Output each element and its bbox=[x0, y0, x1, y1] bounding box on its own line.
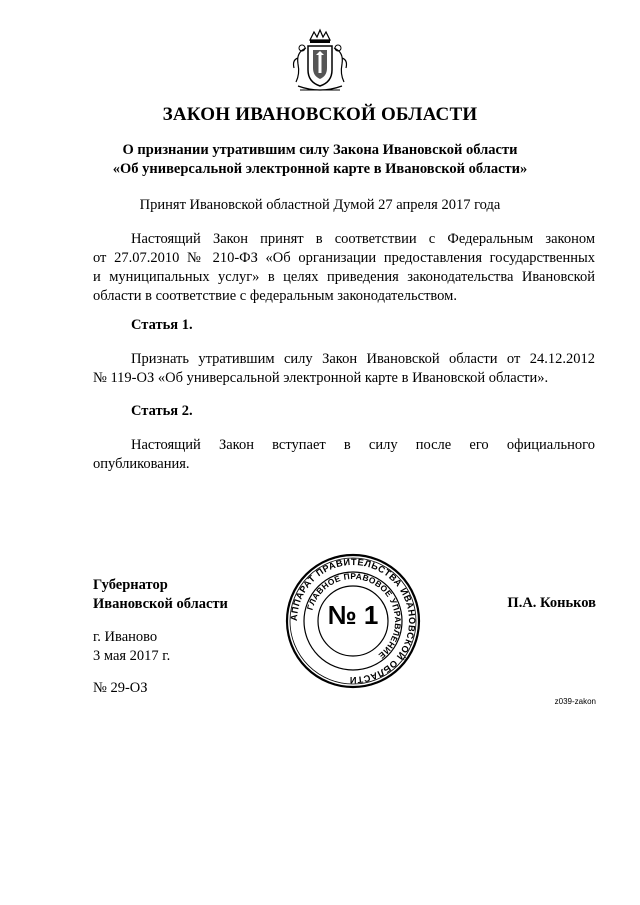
preamble-line-1: Настоящий Закон принят в соответствии с Федеральным законом bbox=[131, 231, 595, 247]
law-subtitle bbox=[0, 141, 640, 179]
article-1-line-1: Признать утратившим силу Закон Ивановской области от 24.12.2012 bbox=[131, 351, 595, 367]
article-2-line-1: Настоящий Закон вступает в силу после его официального bbox=[131, 437, 595, 453]
preamble-line-2: от 27.07.2010 № 210-ФЗ «Об организации предоставления государственных bbox=[93, 250, 595, 266]
signing-city: г. Иваново bbox=[93, 629, 158, 645]
position-line-1: Губернатор bbox=[93, 577, 168, 593]
signing-date: 3 мая 2017 г. bbox=[93, 648, 171, 664]
article-1-line-2: № 119-ОЗ «Об универсальной электронной карте в Ивановской области». bbox=[93, 370, 549, 386]
adoption-note: Принят Ивановской областной Думой 27 апреля 2017 года bbox=[139, 197, 501, 213]
stamp-inner-text: ГЛАВНОЕ ПРАВОВОЕ УПРАВЛЕНИЕ bbox=[304, 570, 404, 662]
article-1-body bbox=[93, 350, 595, 388]
article-2-body bbox=[93, 436, 595, 474]
law-title: ЗАКОН ИВАНОВСКОЙ ОБЛАСТИ bbox=[162, 104, 478, 125]
article-2-heading: Статья 2. bbox=[131, 403, 193, 419]
signing-place-date bbox=[93, 628, 170, 666]
preamble-paragraph bbox=[93, 230, 595, 306]
article-1-heading: Статья 1. bbox=[131, 317, 193, 333]
position-line-2: Ивановской области bbox=[93, 596, 228, 612]
law-number: № 29-ОЗ bbox=[93, 680, 148, 696]
stamp-number: № 1 bbox=[327, 600, 379, 630]
preamble-line-4: области в соответствие с федеральным законодательством. bbox=[93, 288, 457, 304]
stamp-outer-text: АППАРАТ ПРАВИТЕЛЬСТВА ИВАНОВСКОЙ ОБЛАСТИ bbox=[288, 556, 418, 686]
subtitle-line-1: О признании утратившим силу Закона Ивановской области bbox=[122, 142, 518, 158]
signatory-position bbox=[93, 576, 228, 614]
preamble-line-3: и муниципальных услуг» в целях приведения законодательства Ивановской bbox=[93, 269, 595, 285]
subtitle-line-2: «Об универсальной электронной карте в Ивановской области» bbox=[112, 161, 528, 177]
signatory-name: П.А. Коньков bbox=[507, 595, 596, 611]
official-stamp bbox=[284, 552, 422, 690]
coat-of-arms-icon bbox=[290, 28, 350, 96]
article-2-line-2: опубликования. bbox=[93, 456, 190, 472]
document-code: z039-zakon bbox=[554, 697, 596, 706]
